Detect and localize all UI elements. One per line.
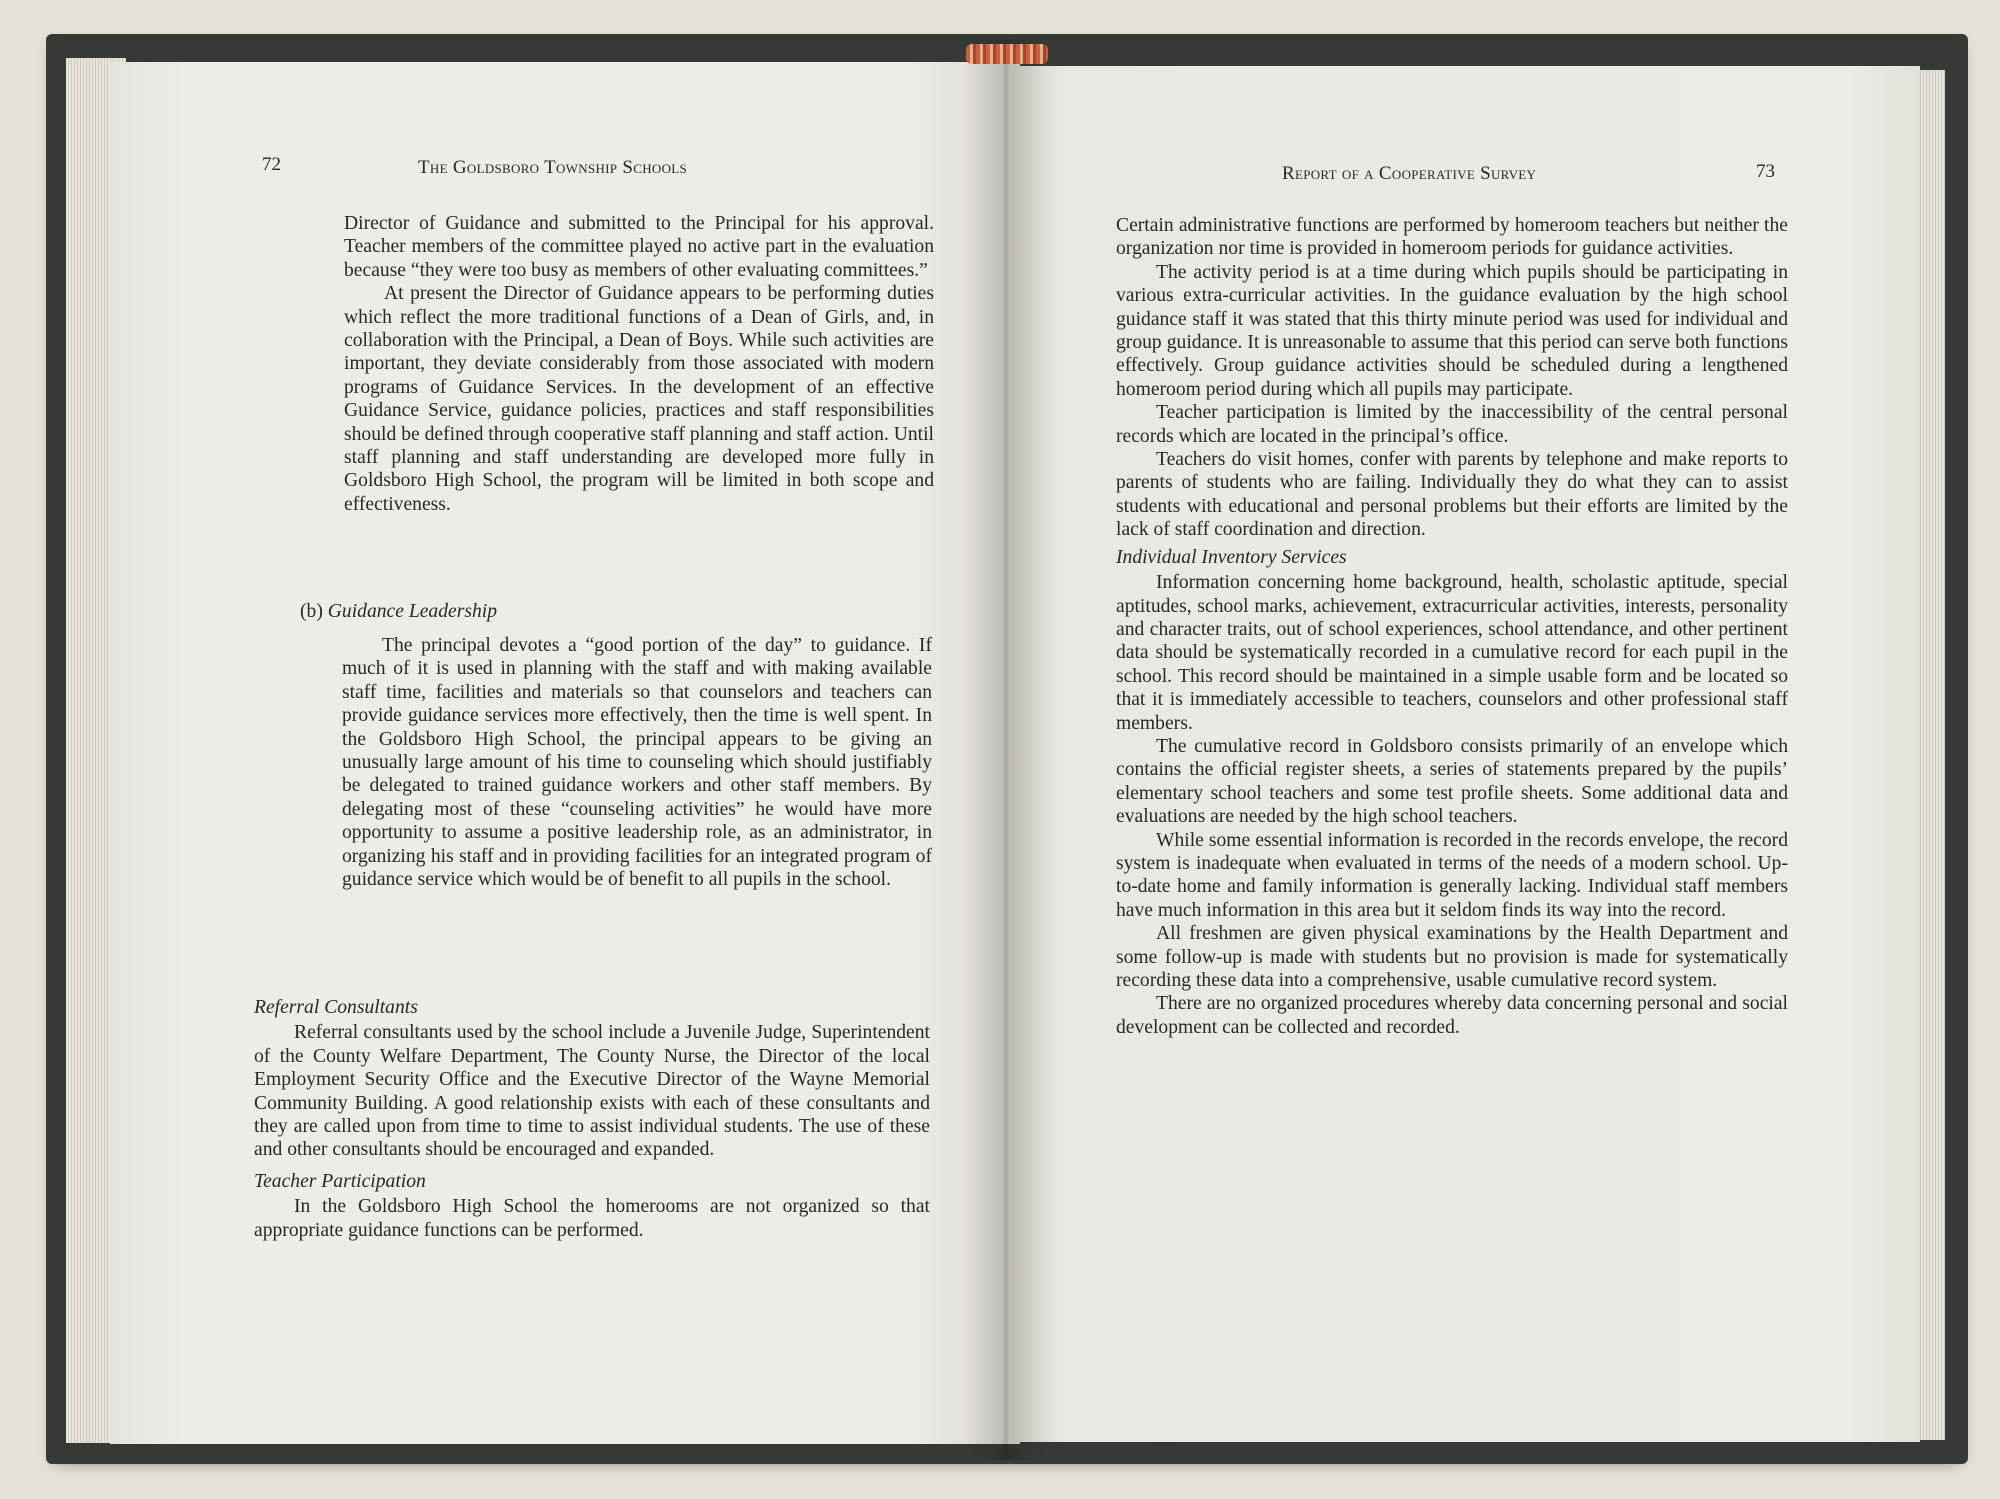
paragraph: At present the Director of Guidance appears to be performing duties which reflect the more traditional functions of a Dean of Girls, and, in collaboration with the Principal, a Dean of Boys. While such activities are important, they deviate considerably from those associated with modern programs of Guidance Services. In the development of an effective Guidance Service, guidance policies, practices and staff responsibilities should be defined through cooperative staff planning and staff action. Until staff planning and staff understanding are developed more fully in Goldsboro High School, the program will be limited in both scope and effectiveness.	[344, 283, 934, 515]
page-number-right: 73	[1756, 161, 1775, 182]
paragraph: Teachers do visit homes, confer with parents by telephone and make reports to parents of students who are failing. Individually they do what they can to assist students with educational and personal problems but their efforts are limited by the lack of staff coordination and direction.	[1116, 449, 1788, 541]
paragraph: The principal devotes a “good portion of the day” to guidance. If much of it is used in planning with the staff and with making available staff time, facilities and materials so that counselors and teachers can provide guidance services more effectively, then the time is well spent. In the Goldsboro High School, the principal appears to be giving an unusually large amount of his time to counseling which should justifiably be delegated to trained guidance workers and other staff members. By delegating most of these “counseling activities” he would have more opportunity to assume a positive leadership role, as an administrator, in organizing his staff and in providing facilities for an integrated program of guidance service which would be of benefit to all pupils in the school.	[342, 635, 932, 891]
right-text	[1116, 214, 1788, 1039]
paragraph: While some essential information is recorded in the records envelope, the record system is inadequate when evaluated in terms of the needs of a modern school. Up-to-date home and family information is generally lacking. Individual staff members have much information in this area but it seldom finds its way into the record.	[1116, 829, 1788, 921]
section-heading: Teacher Participation	[254, 1170, 426, 1192]
running-head-left: The Goldsboro Township Schools	[418, 157, 688, 178]
section-heading: Referral Consultants	[254, 997, 418, 1018]
paragraph: Information concerning home background, health, scholastic aptitude, special aptitudes, school marks, achievement, extracurricular activities, interests, personality and character traits, out of school experiences, school attendance, and other pertinent data should be systematically recorded in a cumulative record for each pupil in the school. This record should be maintained in a simple usable form and be located so that it is immediately accessible to teachers, counselors and other professional staff members.	[1116, 572, 1788, 734]
paragraph: There are no organized procedures whereby data concerning personal and social development can be collected and recorded.	[1116, 993, 1788, 1038]
page-number-left: 72	[262, 154, 281, 175]
paragraph: In the Goldsboro High School the homerooms are not organized so that appropriate guidance functions can be performed.	[254, 1196, 930, 1241]
left-middle-text	[342, 634, 932, 891]
paragraph: Referral consultants used by the school include a Juvenile Judge, Superintendent of the County Welfare Department, The County Nurse, the Director of the local Employment Security Office and the Executive Director of the Wayne Memorial Community Building. A good relationship exists with each of these consultants and they are called upon from time to time to assist individual students. The use of these and other consultants should be encouraged and expanded.	[254, 1022, 930, 1161]
section-title: Guidance Leadership	[327, 601, 498, 622]
section-b-heading	[300, 600, 934, 623]
paragraph: Certain administrative functions are performed by homeroom teachers but neither the organization nor time is provided in homeroom periods for guidance activities.	[1116, 215, 1788, 260]
left-page	[110, 62, 1020, 1444]
paragraph: Director of Guidance and submitted to the Principal for his approval. Teacher members of the committee played no active part in the evaluation because “they were too busy as members of other evaluating committees.”	[344, 213, 934, 281]
paragraph: The activity period is at a time during which pupils should be participating in various extra-curricular activities. In the guidance evaluation by the high school guidance staff it was stated that this thirty minute period was used for individual and group guidance. It is unreasonable to assume that this period can serve both functions effectively. Group guidance activities should be scheduled during a lengthened homeroom period during which all pupils may participate.	[1116, 261, 1788, 400]
paragraph: All freshmen are given physical examinations by the Health Department and some follow-up is made with students but no provision is made for systematically recording these data into a comprehensive, usable cumulative record system.	[1116, 923, 1788, 991]
running-head-right: Report of a Cooperative Survey	[1282, 163, 1537, 184]
headband	[966, 44, 1048, 64]
left-upper-text	[344, 212, 934, 516]
paragraph: Teacher participation is limited by the inaccessibility of the central personal records which are located in the principal’s office.	[1116, 402, 1788, 447]
paragraph: The cumulative record in Goldsboro consists primarily of an envelope which contains the official register sheets, a series of statements prepared by the pupils’ elementary school teachers and some test profile sheets. Some additional data and evaluations are needed by the high school teachers.	[1116, 735, 1788, 828]
section-marker: (b)	[300, 601, 323, 622]
section-heading: Individual Inventory Services	[1116, 546, 1347, 568]
left-lower-text	[254, 992, 930, 1242]
right-page	[1012, 66, 1920, 1442]
